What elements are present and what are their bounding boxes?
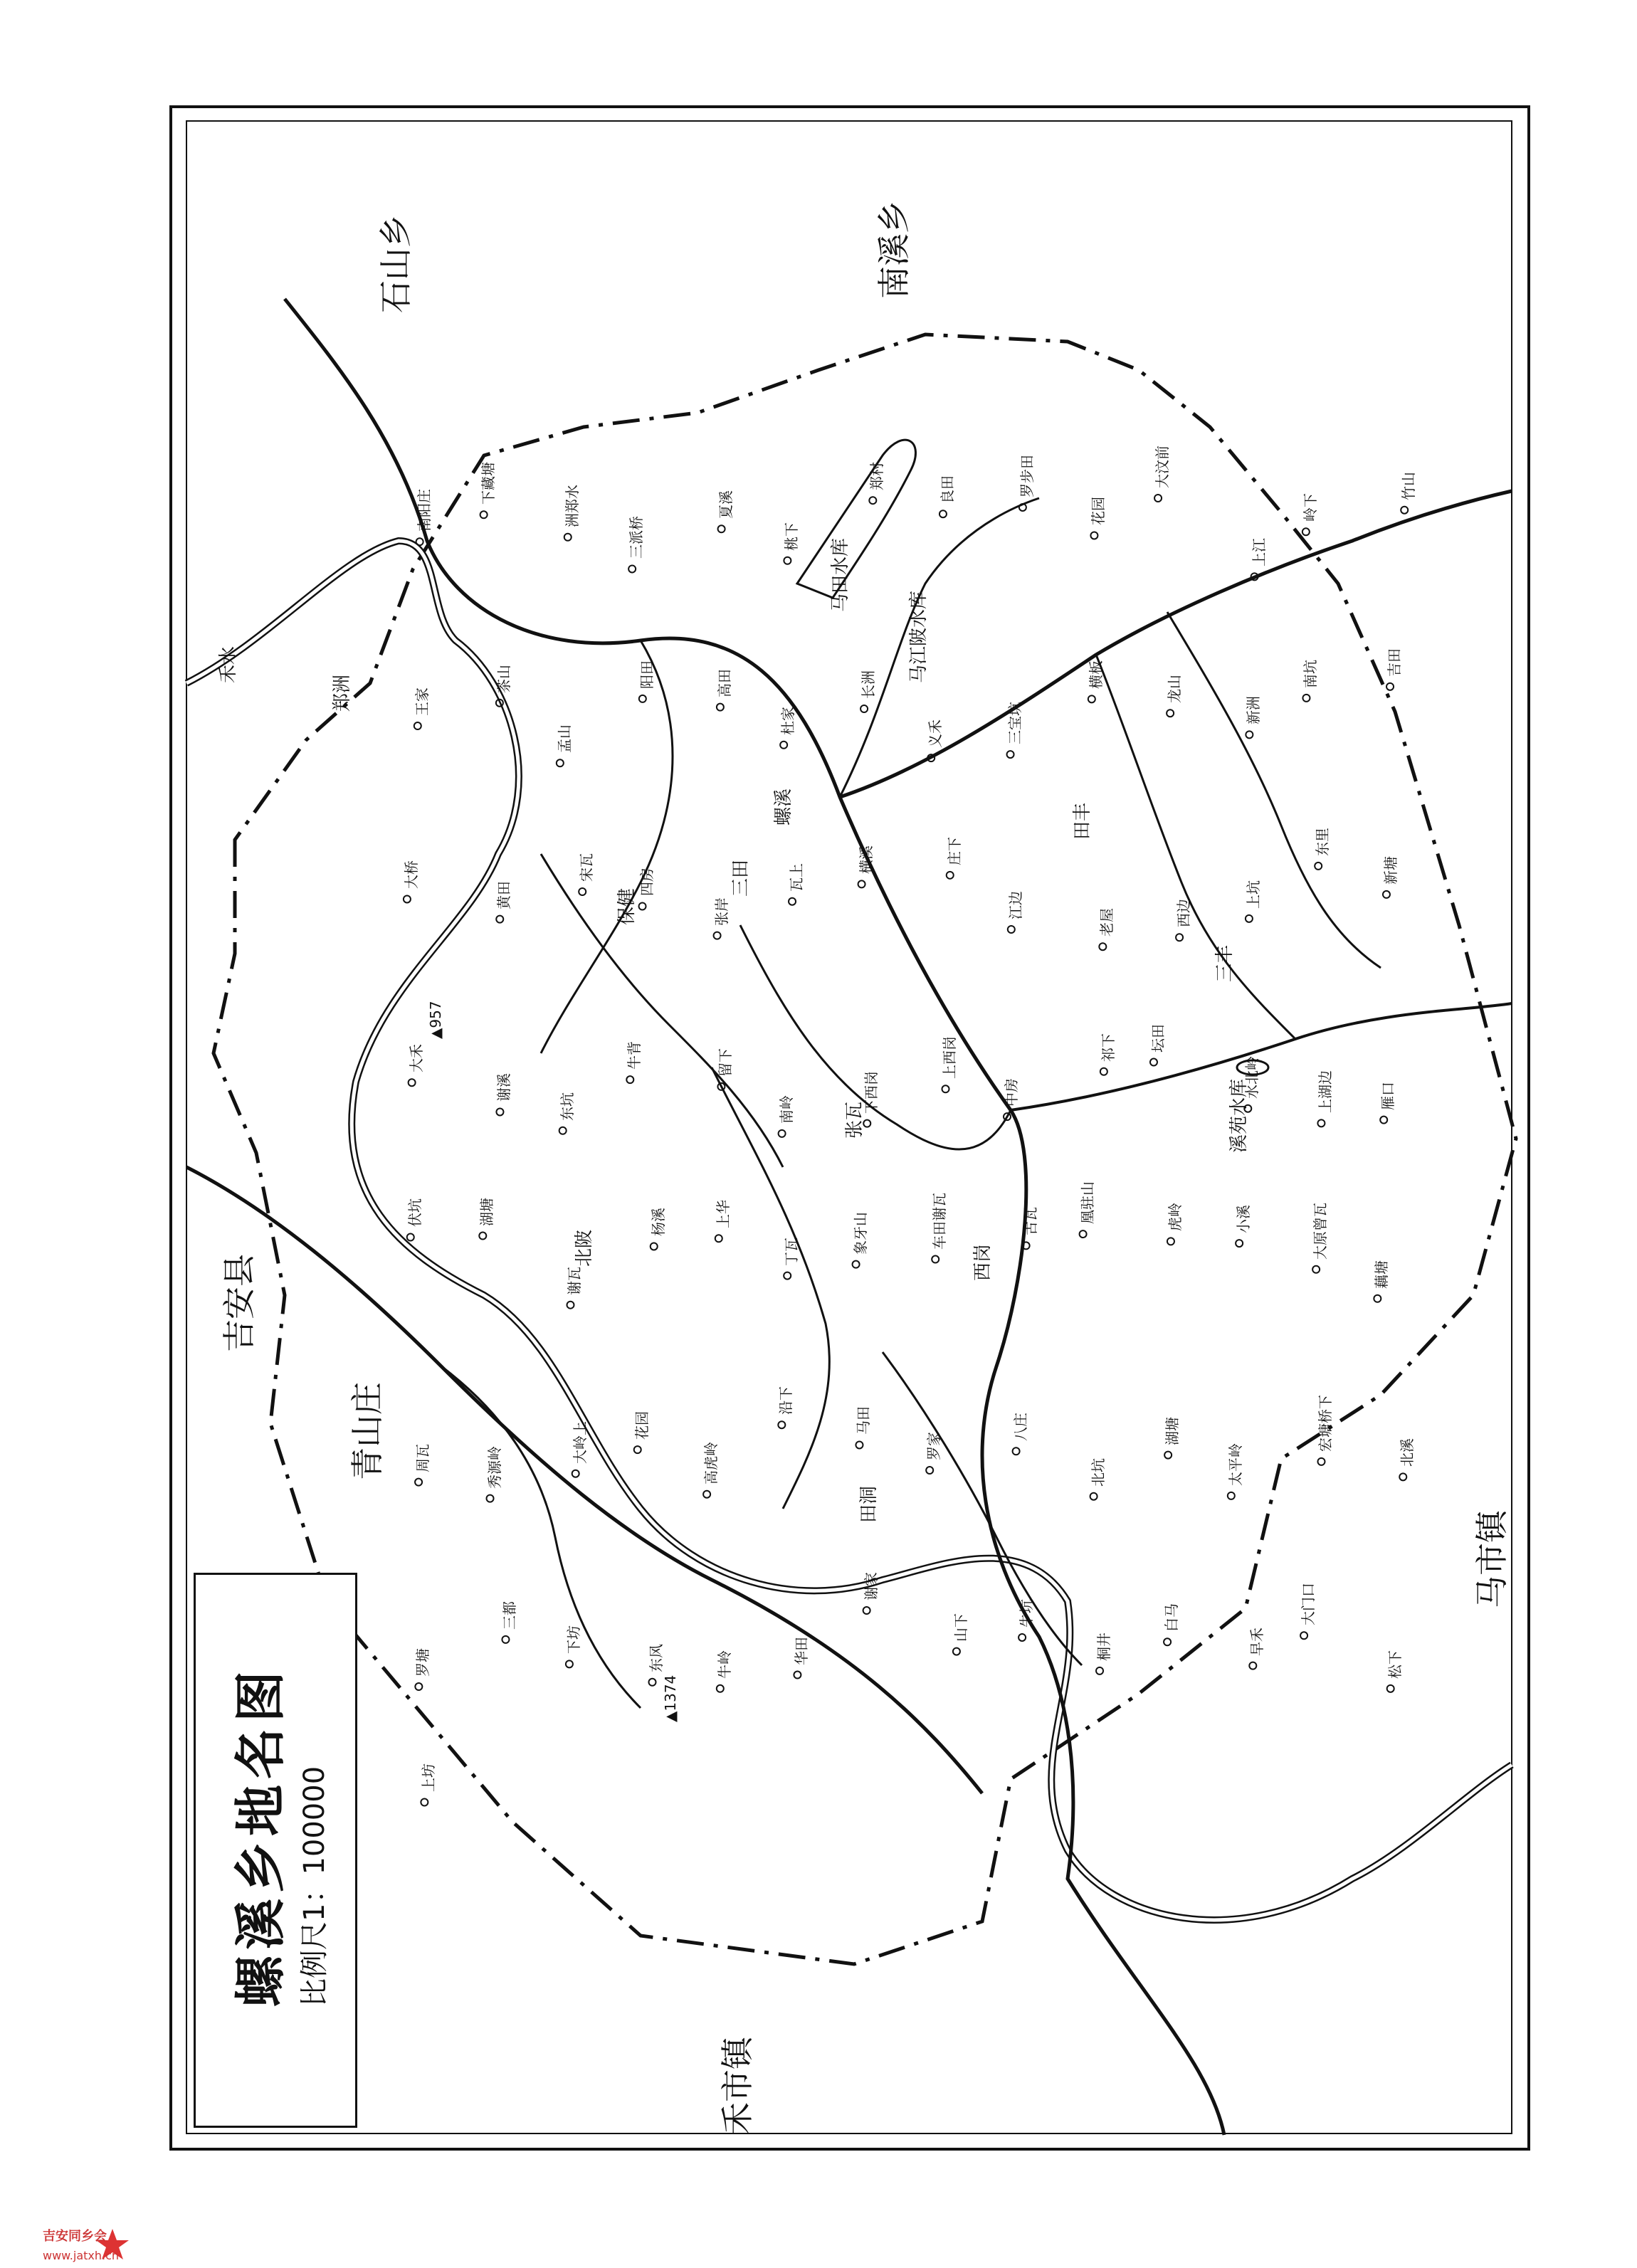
place-dot bbox=[789, 898, 796, 905]
place-label: 老屋 bbox=[1098, 908, 1116, 937]
place-label: 水北岭 bbox=[1243, 1055, 1261, 1099]
neighbor-mashi: 马市镇 bbox=[1473, 1510, 1511, 1608]
place-label: 中房 bbox=[1003, 1078, 1020, 1107]
place-dot bbox=[567, 1302, 574, 1309]
place-label: 谢家 bbox=[862, 1572, 880, 1601]
place-label: 藕塘 bbox=[1373, 1260, 1391, 1289]
place-dot bbox=[932, 1256, 939, 1263]
place-dot bbox=[1317, 1119, 1325, 1127]
place-dot bbox=[626, 1076, 633, 1083]
place-label: 良田 bbox=[938, 475, 956, 505]
place-dot bbox=[714, 932, 721, 939]
place-dot bbox=[1315, 863, 1322, 870]
place-dot bbox=[718, 525, 725, 532]
place-label: 东坑 bbox=[558, 1092, 576, 1121]
place-dot bbox=[1302, 695, 1310, 702]
place-dot bbox=[1018, 1634, 1026, 1641]
place-label: 郑村 bbox=[868, 462, 886, 491]
feature-tiandong: 田洞 bbox=[858, 1485, 880, 1523]
feature-luoxi: 螺溪 bbox=[773, 788, 794, 826]
feature-santian: 三田 bbox=[730, 859, 752, 897]
place-label: 早禾 bbox=[1248, 1627, 1266, 1656]
place-label: 牛坑 bbox=[1018, 1598, 1036, 1628]
place-label: 高田 bbox=[715, 668, 733, 697]
place-label: 桃下 bbox=[783, 522, 801, 551]
place-label: 大岭上 bbox=[571, 1420, 589, 1464]
place-label: 夏溪 bbox=[717, 490, 735, 519]
place-dot bbox=[1249, 1662, 1256, 1670]
place-dot bbox=[648, 1679, 656, 1686]
place-dot bbox=[1167, 710, 1174, 717]
place-dot bbox=[942, 1085, 949, 1092]
place-dot bbox=[926, 1467, 933, 1474]
place-label: 新洲 bbox=[1245, 696, 1263, 725]
place-dot bbox=[869, 497, 876, 504]
place-dots bbox=[404, 495, 1408, 1805]
feature-majiang-reservoir: 马江陂水库 bbox=[908, 590, 930, 683]
place-dot bbox=[1013, 1447, 1020, 1455]
place-dot bbox=[414, 722, 421, 729]
place-label: 上坊 bbox=[420, 1763, 438, 1793]
place-label: 牛岭 bbox=[715, 1650, 733, 1679]
feature-xigang: 西岗 bbox=[972, 1243, 994, 1281]
place-label: 三宝坑 bbox=[1006, 702, 1023, 745]
place-label: 下西岗 bbox=[863, 1070, 880, 1114]
place-dot bbox=[1167, 1238, 1174, 1245]
place-dot bbox=[703, 1491, 710, 1498]
place-dot bbox=[651, 1243, 658, 1250]
place-label: 三派桥 bbox=[628, 516, 646, 559]
feature-yuanyuan-reservoir: 溪苑水库 bbox=[1228, 1078, 1250, 1153]
place-dot bbox=[717, 1685, 724, 1692]
place-label: 孟山 bbox=[555, 724, 573, 754]
place-dot bbox=[1090, 532, 1098, 539]
place-dot bbox=[559, 1127, 567, 1134]
place-label: 上西岗 bbox=[941, 1036, 959, 1080]
place-dot bbox=[1302, 528, 1310, 535]
feature-matian-reservoir: 马田水库 bbox=[830, 537, 851, 612]
place-dot bbox=[858, 880, 865, 887]
place-dot bbox=[778, 1421, 785, 1428]
place-label: 新塘 bbox=[1381, 855, 1399, 885]
place-label: 罗家 bbox=[925, 1432, 943, 1461]
place-dot bbox=[1317, 1458, 1325, 1465]
place-dot bbox=[1300, 1632, 1307, 1639]
place-dot bbox=[496, 1108, 503, 1115]
place-label: 上坑 bbox=[1244, 880, 1262, 909]
place-label: 罗塘 bbox=[414, 1648, 432, 1677]
place-label: 三都 bbox=[501, 1600, 519, 1630]
place-dot bbox=[1236, 1240, 1243, 1247]
feature-zhangwa: 张瓦 bbox=[844, 1101, 865, 1139]
place-dot bbox=[860, 705, 868, 712]
matian-reservoir bbox=[797, 440, 915, 598]
place-dot bbox=[794, 1672, 801, 1679]
place-dot bbox=[1164, 1452, 1172, 1459]
place-label: 南阳庄 bbox=[415, 489, 433, 532]
place-dot bbox=[421, 1798, 428, 1805]
place-label: 花园 bbox=[633, 1411, 651, 1440]
place-dot bbox=[1164, 1638, 1171, 1645]
feature-tianfeng: 田丰 bbox=[1072, 802, 1093, 840]
feature-beihong: 北陂 bbox=[574, 1229, 595, 1267]
place-label: 宋瓦 bbox=[578, 853, 596, 882]
place-dot bbox=[715, 1235, 722, 1242]
place-label: 马田 bbox=[855, 1406, 873, 1435]
place-label: 茶山 bbox=[495, 664, 512, 693]
place-label: 洲郑水 bbox=[563, 484, 581, 527]
place-label: 大桥 bbox=[402, 860, 420, 890]
place-dot bbox=[557, 759, 564, 766]
place-dot bbox=[717, 704, 724, 711]
map-scale: 比例尺1：100000 bbox=[298, 1766, 331, 2007]
place-label: 谢溪 bbox=[495, 1073, 513, 1102]
place-label: 吉田 bbox=[1386, 648, 1403, 677]
place-label: 留下 bbox=[717, 1048, 735, 1077]
place-label: 张岸 bbox=[712, 897, 730, 926]
road-southeast bbox=[1011, 1003, 1512, 1110]
place-dot bbox=[1228, 1492, 1235, 1499]
place-dot bbox=[856, 1441, 863, 1448]
place-label: 北坑 bbox=[1089, 1457, 1107, 1487]
place-dot bbox=[1176, 934, 1183, 941]
place-label: 凰驻山 bbox=[1078, 1181, 1096, 1225]
place-dot bbox=[1008, 926, 1015, 933]
place-dot bbox=[579, 888, 586, 895]
place-label: 罗步田 bbox=[1018, 454, 1036, 497]
place-label: 四房 bbox=[638, 867, 656, 897]
place-label: 南岭 bbox=[777, 1095, 795, 1124]
place-dot bbox=[479, 1233, 486, 1240]
place-label: 横溪 bbox=[857, 845, 875, 875]
place-label: 东里 bbox=[1314, 827, 1332, 856]
place-dot bbox=[1383, 891, 1390, 898]
place-dot bbox=[415, 1479, 422, 1486]
place-dot bbox=[1246, 915, 1253, 922]
watermark-name: 吉安同乡会 bbox=[43, 2229, 107, 2244]
place-label: 小溪 bbox=[1235, 1205, 1253, 1234]
watermark-url: www.jatxh.cn bbox=[43, 2249, 120, 2262]
place-dot bbox=[564, 534, 572, 541]
neighbor-shishan: 石山乡 bbox=[377, 215, 415, 313]
place-label: 大禾 bbox=[407, 1044, 425, 1073]
place-label: 象牙山 bbox=[851, 1211, 869, 1255]
place-dot bbox=[779, 1130, 786, 1137]
place-label: 丁瓦 bbox=[783, 1237, 801, 1266]
place-dot bbox=[947, 872, 954, 879]
feature-zhengzhou: 郑洲 bbox=[332, 674, 353, 712]
place-dot bbox=[1312, 1266, 1320, 1273]
place-label: 花园 bbox=[1090, 497, 1107, 526]
place-label: 上湖边 bbox=[1317, 1070, 1335, 1114]
place-label: 黄田 bbox=[495, 880, 513, 909]
place-label: 大汶前 bbox=[1154, 445, 1172, 488]
place-label: 南坑 bbox=[1302, 659, 1320, 688]
place-dot bbox=[1100, 1068, 1107, 1075]
place-dot bbox=[1099, 943, 1106, 950]
place-label: 古瓦 bbox=[1021, 1207, 1039, 1236]
place-dot bbox=[1007, 751, 1014, 758]
place-dot bbox=[784, 1272, 791, 1280]
place-label: 华田 bbox=[793, 1636, 811, 1665]
place-dot bbox=[572, 1470, 579, 1477]
place-dot bbox=[1080, 1230, 1087, 1238]
place-dot bbox=[1386, 683, 1394, 690]
place-label: 沿下 bbox=[777, 1386, 795, 1415]
place-label: 雁口 bbox=[1379, 1081, 1397, 1110]
place-dot bbox=[1150, 1059, 1157, 1066]
place-label: 义禾 bbox=[927, 719, 944, 749]
place-dot bbox=[1401, 507, 1408, 514]
place-dot bbox=[415, 1683, 422, 1690]
place-dot bbox=[780, 742, 787, 749]
place-label: 周瓦 bbox=[414, 1443, 432, 1472]
place-label: 王家 bbox=[413, 687, 431, 717]
place-dot bbox=[1380, 1117, 1387, 1124]
neighbor-heshi: 禾市镇 bbox=[718, 2037, 757, 2135]
place-label: 高虎岭 bbox=[702, 1441, 720, 1484]
place-label: 北溪 bbox=[1399, 1438, 1416, 1467]
place-label: 湖塘 bbox=[478, 1197, 496, 1226]
place-label: 横板 bbox=[1087, 660, 1105, 690]
township-boundary bbox=[214, 334, 1516, 1964]
place-label: 山下 bbox=[952, 1613, 969, 1642]
road-east bbox=[840, 491, 1512, 797]
neighbor-nanxi: 南溪乡 bbox=[875, 201, 913, 299]
place-dot bbox=[480, 511, 488, 518]
place-label: 宏塘桥下 bbox=[1317, 1394, 1335, 1452]
place-label: 庄下 bbox=[945, 836, 963, 865]
place-dot bbox=[404, 895, 411, 902]
map-title: 螺溪乡地名图 bbox=[231, 1665, 290, 2007]
place-label: 湖塘 bbox=[1164, 1416, 1181, 1445]
place-label: 竹山 bbox=[1400, 471, 1418, 500]
place-dot bbox=[1088, 695, 1095, 702]
place-dot bbox=[409, 1079, 416, 1086]
place-dot bbox=[784, 557, 791, 564]
place-label: 谢瓦 bbox=[566, 1266, 584, 1295]
place-dot bbox=[416, 538, 423, 545]
place-dot bbox=[1246, 731, 1253, 738]
place-label: 岭下 bbox=[1301, 493, 1319, 522]
place-label: 瓦上 bbox=[788, 863, 806, 892]
place-label: 大门口 bbox=[1300, 1583, 1317, 1626]
place-label: 阳田 bbox=[638, 660, 656, 689]
place-label: 西边 bbox=[1175, 899, 1193, 928]
place-dot bbox=[1399, 1473, 1406, 1480]
place-dot bbox=[502, 1636, 509, 1643]
place-dot bbox=[634, 1446, 641, 1453]
place-dot bbox=[953, 1648, 960, 1655]
feature-baoqiao: 保健 bbox=[616, 887, 638, 925]
peak-957: ▲957 bbox=[427, 1001, 444, 1039]
place-label: 白马 bbox=[1163, 1603, 1181, 1633]
feature-heshui: 禾水 bbox=[218, 645, 239, 683]
place-dot bbox=[407, 1233, 414, 1240]
place-label: 杜家 bbox=[779, 706, 797, 735]
place-dot bbox=[939, 510, 947, 517]
neighbor-qingshan: 青山庄 bbox=[348, 1382, 386, 1480]
place-dot bbox=[566, 1660, 573, 1667]
place-label: 八庄 bbox=[1011, 1413, 1029, 1442]
place-label: 祁下 bbox=[1099, 1033, 1117, 1062]
place-dot bbox=[1374, 1295, 1381, 1302]
place-label: 松下 bbox=[1386, 1650, 1404, 1679]
place-label: 上华 bbox=[714, 1200, 732, 1229]
place-dot bbox=[1154, 495, 1162, 502]
peak-1374: ▲1374 bbox=[662, 1674, 679, 1722]
place-label: 龙山 bbox=[1166, 675, 1184, 704]
place-label: 大原曾瓦 bbox=[1312, 1202, 1330, 1260]
place-label: 下藏塘 bbox=[479, 462, 497, 505]
place-label: 太平岭 bbox=[1226, 1442, 1244, 1486]
place-label: 江边 bbox=[1006, 890, 1024, 919]
place-dot bbox=[1387, 1685, 1394, 1692]
place-dot bbox=[1090, 1493, 1098, 1500]
place-dot bbox=[487, 1495, 494, 1502]
place-label: 杨溪 bbox=[649, 1208, 667, 1237]
place-label: 秀源岭 bbox=[485, 1445, 503, 1489]
place-dot bbox=[496, 916, 503, 923]
place-label: 伏坑 bbox=[406, 1198, 423, 1228]
feature-sanfeng: 三丰 bbox=[1214, 944, 1236, 982]
place-label: 东风 bbox=[648, 1643, 665, 1672]
place-dot bbox=[863, 1607, 870, 1614]
place-dot bbox=[639, 695, 646, 702]
place-label: 上江 bbox=[1250, 538, 1268, 567]
place-label: 坛田 bbox=[1149, 1023, 1167, 1053]
neighbor-jian: 吉安县 bbox=[220, 1254, 258, 1352]
place-label: 长洲 bbox=[860, 670, 878, 699]
place-label: 桐井 bbox=[1095, 1632, 1113, 1661]
place-label: 车田谢瓦 bbox=[931, 1192, 949, 1250]
place-dot bbox=[853, 1261, 860, 1268]
place-dot bbox=[1096, 1667, 1103, 1674]
place-label: 虎岭 bbox=[1166, 1203, 1184, 1232]
place-label: 下坊 bbox=[564, 1625, 582, 1655]
place-dot bbox=[639, 902, 646, 909]
place-label: 牛背 bbox=[626, 1041, 643, 1070]
place-dot bbox=[628, 565, 636, 572]
